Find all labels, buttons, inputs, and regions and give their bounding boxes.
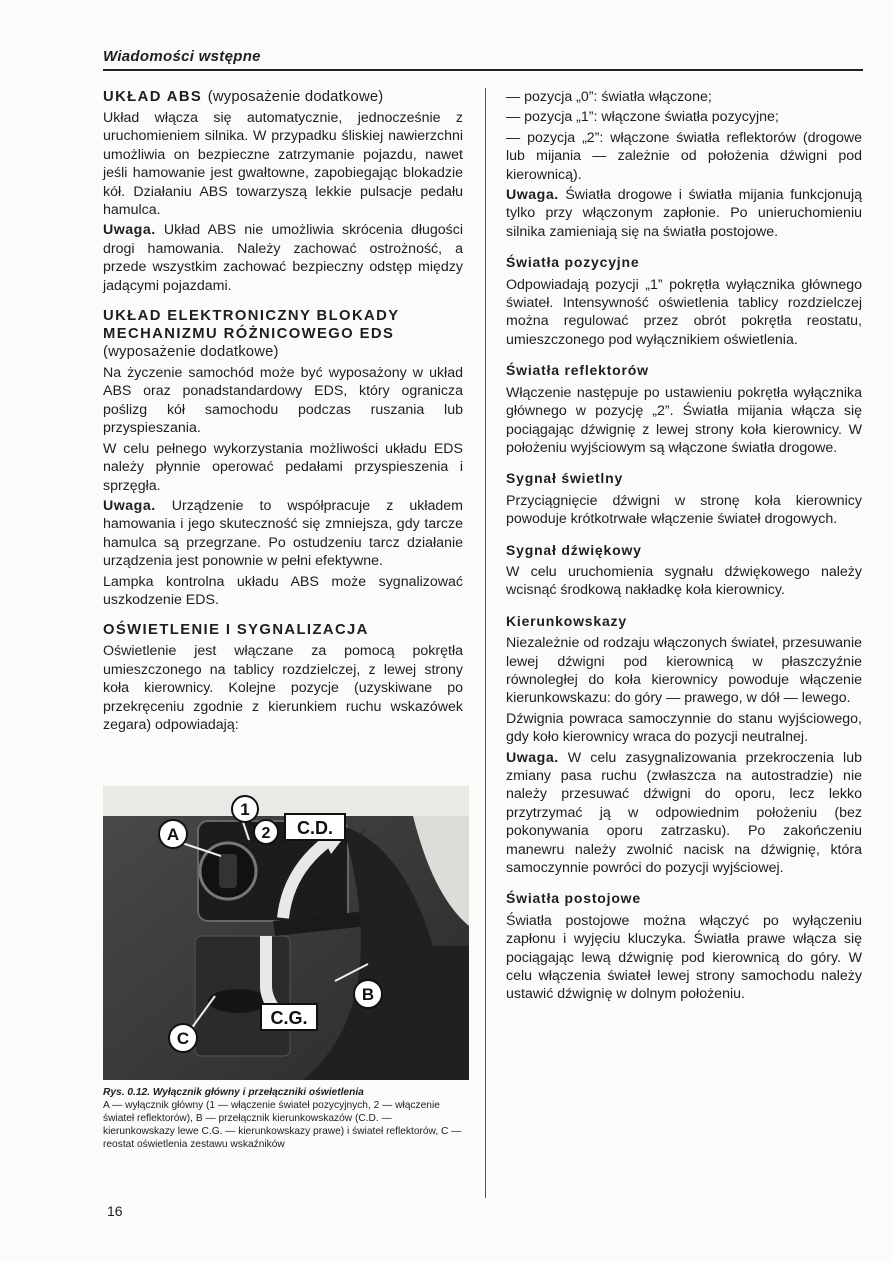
eds-paragraph-2: W celu pełnego wykorzystania możliwości układu EDS należy płynnie operować pedałami przyspieszenia i sprzęgła.	[103, 440, 463, 494]
paragraph-parking-lights: Światła postojowe można włączyć po wyłączeniu zapłonu i wyjęciu kluczyka. Światła prawe włącza się pociągając lewą dźwignię pod kierownicą do góry. W celu włączenia świateł lewej strony samochodu należy ustawić dźwignię w dolnym położeniu.	[506, 912, 862, 1003]
figure-switches-photo	[103, 786, 469, 1080]
lighting-heading: OŚWIETLENIE I SYGNALIZACJA	[103, 622, 369, 639]
paragraph-turn-signals-2: Dźwignia powraca samoczynnie do stanu wyjściowego, gdy koło kierownicy wraca do pozycji neutralnej.	[506, 710, 862, 746]
label-a: A	[166, 825, 180, 844]
position-2: — pozycja „2”: włączone światła reflektorów (drogowe lub mijania — zależnie od położenia dźwigni pod kierownicą).	[506, 129, 862, 183]
page-number: 16	[107, 1203, 123, 1219]
column-divider	[485, 88, 486, 1198]
label-cg: C.G.	[270, 1008, 308, 1028]
paragraph-horn: W celu uruchomienia sygnału dźwiękowego należy wcisnąć środkową nakładkę koła kierownicy.	[506, 563, 862, 599]
page-header-title: Wiadomości wstępne	[103, 48, 261, 65]
figure-illustration	[103, 786, 469, 1080]
eds-paragraph-3: Lampka kontrolna układu ABS może sygnalizować uszkodzenie EDS.	[103, 573, 463, 608]
right-column	[506, 88, 862, 1006]
paragraph-light-signal: Przyciągnięcie dźwigni w stronę koła kierownicy powoduje krótkotrwałe włączenie świateł drogowych.	[506, 492, 862, 528]
figure-caption	[103, 1086, 463, 1151]
label-1: 1	[240, 800, 250, 819]
label-cd: C.D.	[297, 818, 333, 838]
abs-note: Uwaga. Układ ABS nie umożliwia skrócenia długości drogi hamowania. Należy zachować ostrożność, a przede wszystkim zachować bezpieczny odstęp między jadącymi pojazdami.	[103, 222, 463, 294]
heading-headlights: Światła reflektorów	[506, 362, 649, 379]
lights-note: Uwaga. Światła drogowe i światła mijania funkcjonują tylko przy włączonym zapłonie. Po unieruchomieniu silnika zamieniają się na światła postojowe.	[506, 187, 862, 240]
position-1: — pozycja „1”: włączone światła pozycyjne;	[506, 109, 779, 126]
turn-signals-note: Uwaga. W celu zasygnalizowania przekroczenia lub zmiany pasa ruchu (zwłaszcza na autostradzie) nie należy przesuwać dźwigni do oporu, lecz lekko przytrzymać ją w odpowiednim położeniu (bez pokonywania oporu zatrzasku). Po zakończeniu manewru należy zwolnić nacisk na dźwignię, która samoczynnie powróci do pozycji wyjściowej.	[506, 749, 862, 877]
lighting-paragraph: Oświetlenie jest włączane za pomocą pokrętła umieszczonego na tablicy rozdzielczej, z lewej strony koła kierownicy. Kolejne pozycje (uzyskiwane po przekręceniu zgodnie z kierunkiem ruchu wskazówek zegara) odpowiadają:	[103, 643, 463, 733]
label-b: B	[361, 985, 375, 1004]
position-0: — pozycja „0”: światła włączone;	[506, 89, 712, 105]
eds-paragraph-1: Na życzenie samochód może być wyposażony w układ ABS oraz ponadstandardowy EDS, który ogranicza poślizg kół samochodu podczas ruszania lub przyspieszania.	[103, 365, 463, 437]
eds-note: Uwaga. Urządzenie to współpracuje z układem hamowania i jego skuteczność się zmniejsza, gdy tarcze hamulca są przegrzane. Po ostudzeniu tarcz działanie urządzenia jest ponownie w pełni efektywne.	[103, 497, 463, 570]
paragraph-position-lights: Odpowiadają pozycji „1” pokrętła wyłącznika głównego świateł. Intensywność oświetlenia tablicy rozdzielczej można regulować przez obrót pokrętła reostatu, umieszczonego pod wyłącznikiem oświetlenia.	[506, 276, 862, 348]
left-column	[103, 88, 463, 736]
paragraph-headlights: Włączenie następuje po ustawieniu pokrętła wyłącznika głównego w pozycję „2”. Światła mijania włącza się pociągając dźwignię z lewej strony koła kierownicy. W położeniu wyjściowym są włączone światła drogowe.	[506, 384, 862, 456]
figure-caption-title: Rys. 0.12. Wyłącznik główny i przełączniki oświetlenia	[103, 1087, 364, 1098]
figure-caption-text: A — wyłącznik główny (1 — włączenie świateł pozycyjnych, 2 — włączenie świateł reflektorów), B — przełącznik kierunkowskazów (C.D. — kierunkowskazy lewe C.G. — kierunkowskazy prawe) i świateł reflektorów, C — reostat oświetlenia zestawu wskaźników	[103, 1100, 462, 1150]
label-2: 2	[261, 825, 271, 842]
page-header	[103, 48, 863, 71]
heading-position-lights: Światła pozycyjne	[506, 254, 640, 271]
eds-heading: UKŁAD ELEKTRONICZNY BLOKADY MECHANIZMU RÓŻNICOWEGO EDS (wyposażenie dodatkowe)	[103, 308, 400, 361]
paragraph-turn-signals-1: Niezależnie od rodzaju włączonych świateł, przesuwanie lewej dźwigni pod kierownicą w płaszczyźnie równoległej do koła kierownicy powoduje włączenie kierunkowskazu: do góry — prawego, w dół — lewego.	[506, 635, 862, 707]
heading-turn-signals: Kierunkowskazy	[506, 612, 627, 629]
heading-light-signal: Sygnał świetlny	[506, 470, 624, 487]
heading-horn: Sygnał dźwiękowy	[506, 541, 642, 558]
label-c: C	[176, 1029, 190, 1048]
abs-paragraph: Układ włącza się automatycznie, jednocześnie z uruchomieniem silnika. W przypadku śliskiej nawierzchni umożliwia on bezpieczne zatrzymanie pojazdu, nawet jeśli hamowanie jest gwałtowne, zapobiegając blokadzie kół. Działaniu ABS towarzyszą lekkie pulsacje pedału hamulca.	[103, 110, 463, 219]
heading-parking-lights: Światła postojowe	[506, 890, 641, 907]
abs-heading: UKŁAD ABS (wyposażenie dodatkowe)	[103, 89, 384, 105]
